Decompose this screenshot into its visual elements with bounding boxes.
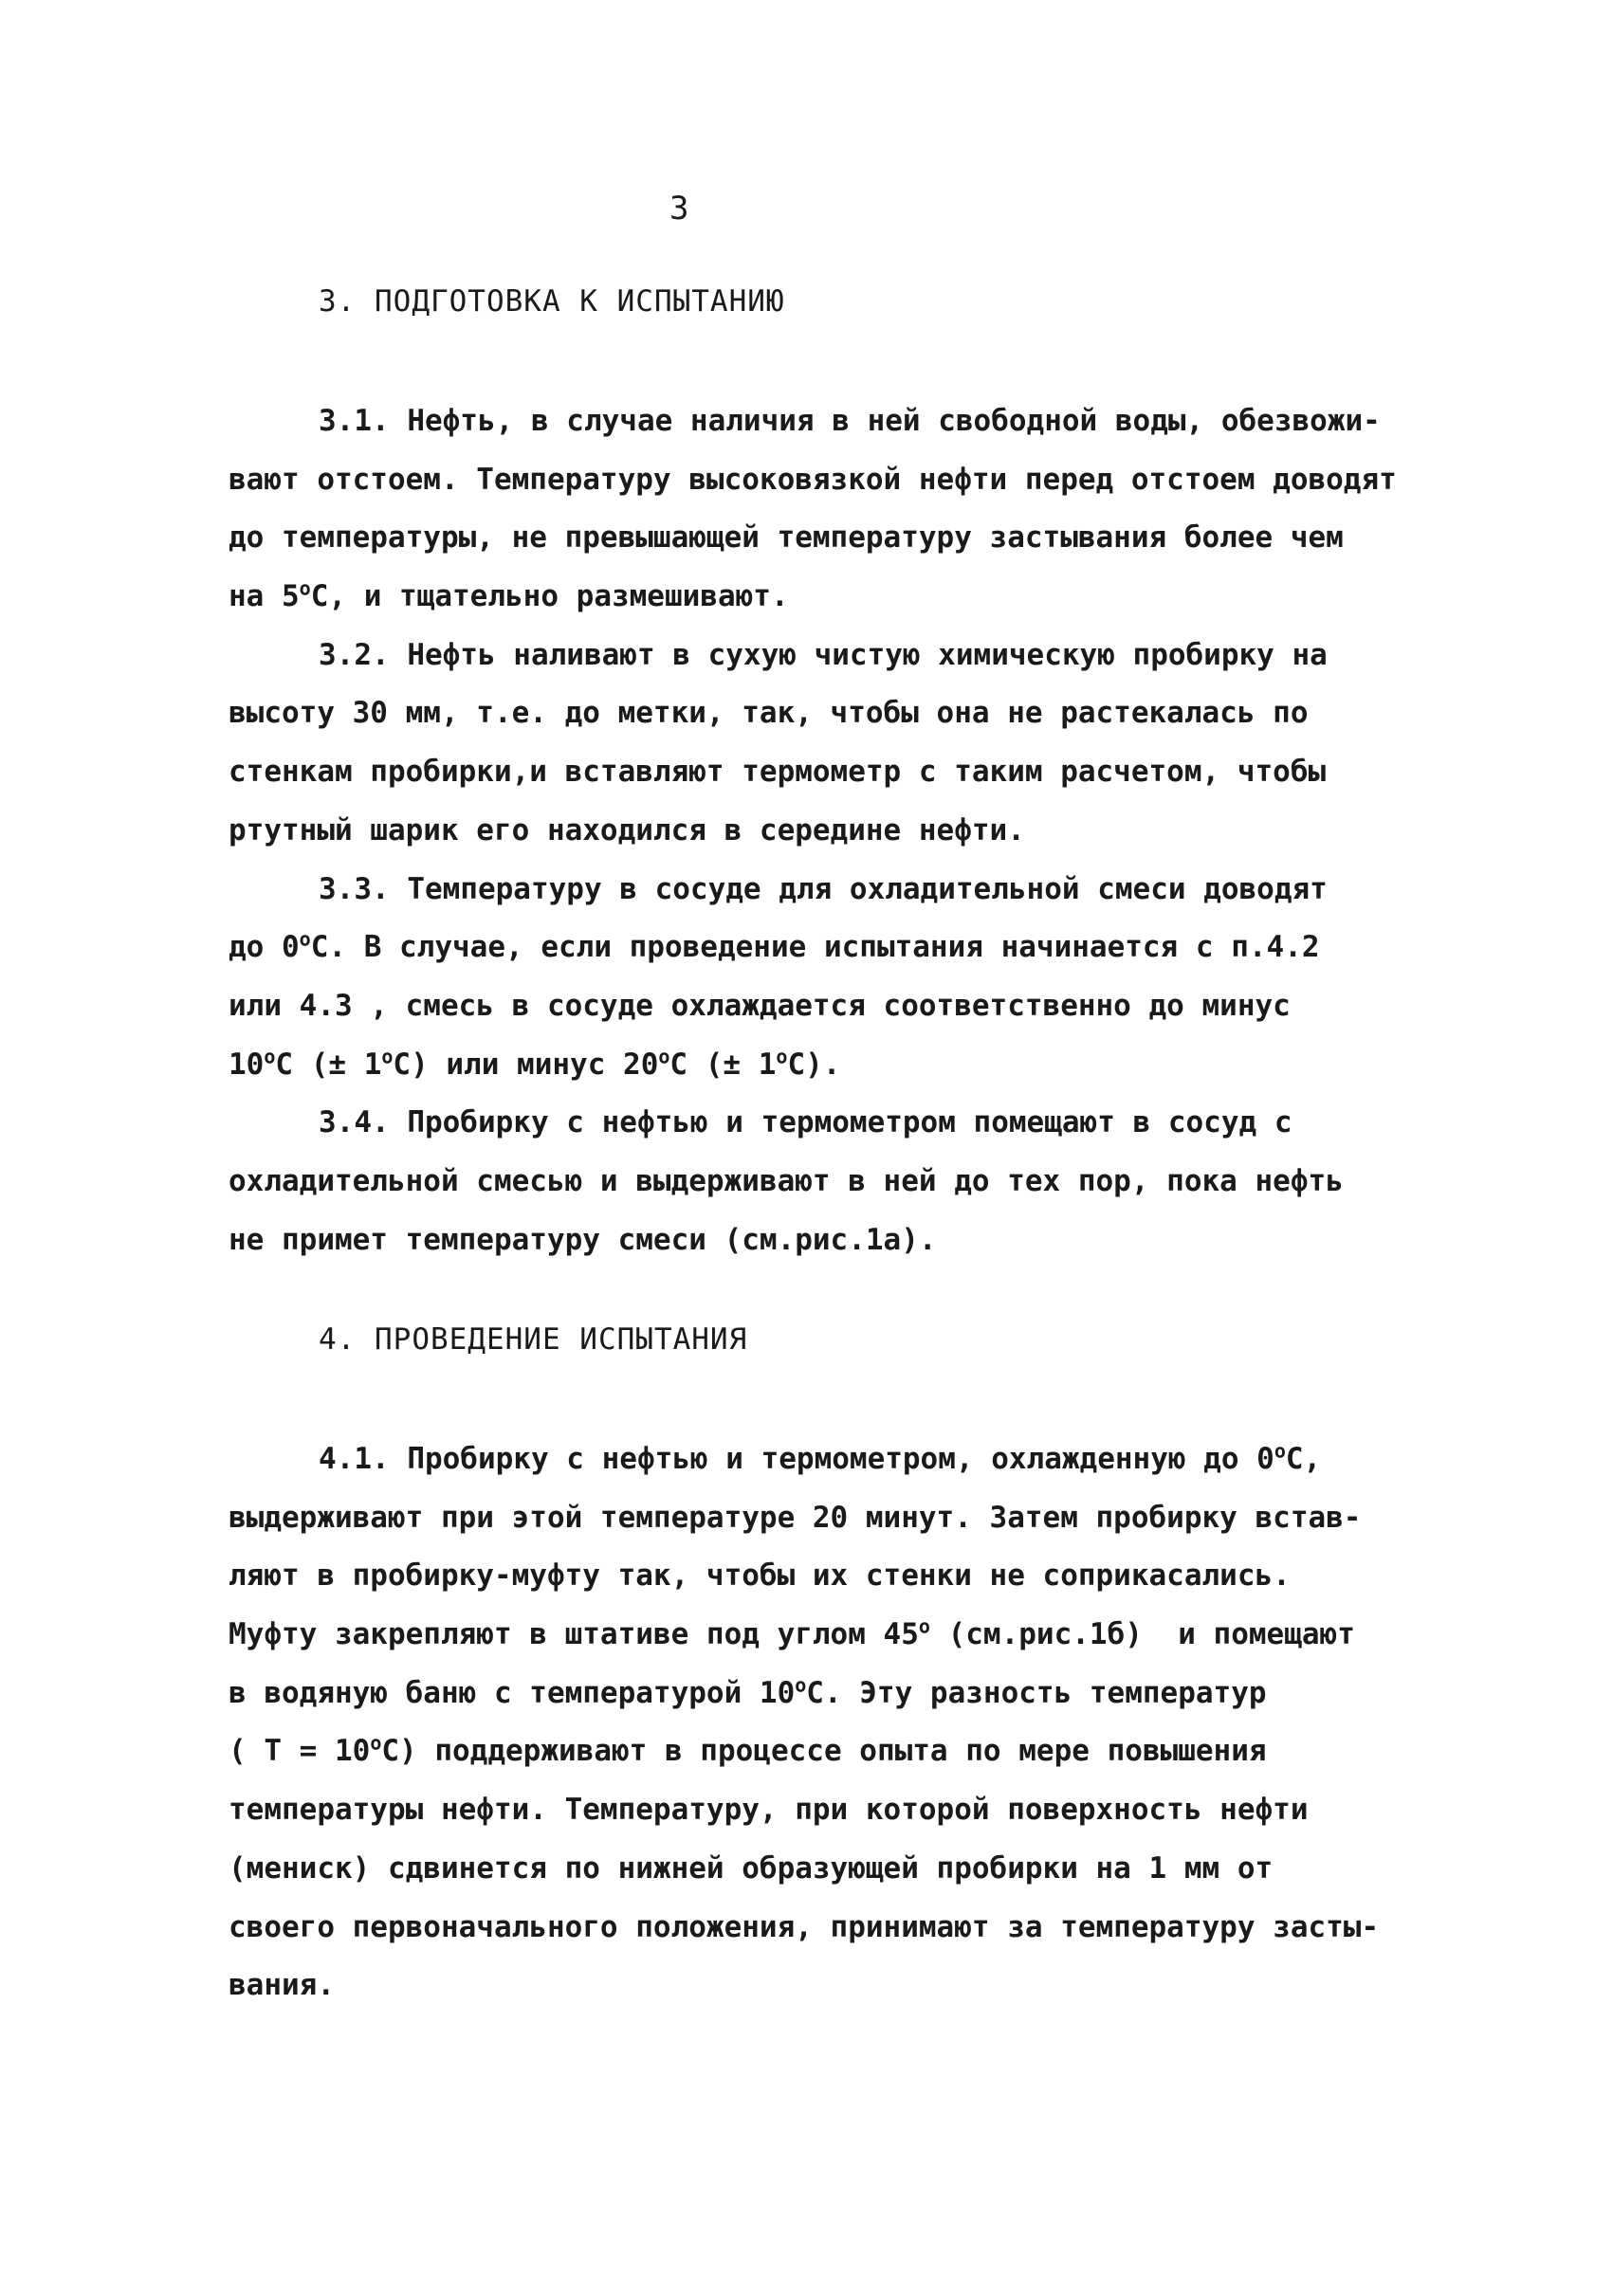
- text-segment: С).: [787, 1047, 841, 1082]
- text-segment: на 5: [229, 579, 300, 614]
- degree-superscript: о: [299, 927, 311, 951]
- text-segment: С. Эту разность температур: [806, 1675, 1267, 1710]
- text-segment: С,: [1285, 1442, 1322, 1476]
- text-line: не примет температуру смеси (см.рис.1а).: [229, 1222, 937, 1257]
- text-line: температуры нефти. Температуру, при которой поверхность нефти: [229, 1793, 1309, 1828]
- degree-superscript: о: [264, 1045, 276, 1068]
- degree-superscript: о: [795, 1673, 807, 1697]
- text-segment: С) поддерживают в процессе опыта по мере повышения: [381, 1734, 1267, 1769]
- text-line: [229, 1722, 1414, 1781]
- text-segment: в водяную баню с температурой 10: [229, 1675, 796, 1710]
- text-line: своего первоначального положения, принимают за температуру засты-: [229, 1909, 1380, 1944]
- text-segment: 10: [229, 1047, 265, 1082]
- text-line: вают отстоем. Температуру высоковязкой нефти перед отстоем доводят: [229, 462, 1397, 497]
- text-line: 3.1. Нефть, в случае наличия в ней свободной воды, обезвожи-: [319, 404, 1381, 438]
- text-line: охладительной смесью и выдерживают в ней до тех пор, пока нефть: [229, 1163, 1344, 1198]
- text-line: или 4.3 , смесь в сосуде охлаждается соответственно до минус: [229, 988, 1291, 1023]
- text-segment: ( Т = 10: [229, 1734, 371, 1769]
- text-line: 3.4. Пробирку с нефтью и термометром помещают в сосуд с: [319, 1105, 1292, 1140]
- text-line: [229, 919, 1414, 977]
- text-segment: С, и тщательно размешивают.: [310, 579, 789, 614]
- degree-superscript: о: [776, 1045, 788, 1068]
- degree-superscript: о: [918, 1614, 930, 1638]
- text-line: высоту 30 мм, т.е. до метки, так, чтобы она не растекалась по: [229, 696, 1309, 731]
- text-segment: С (± 1: [275, 1047, 382, 1082]
- degree-superscript: о: [370, 1732, 382, 1756]
- section-3-body: [229, 392, 1414, 1269]
- text-segment: 4.1. Пробирку с нефтью и термометром, охлажденную до 0: [319, 1442, 1274, 1476]
- text-segment: (см.рис.1б) и помещают: [929, 1617, 1355, 1652]
- text-line: ртутный шарик его находился в середине нефти.: [229, 812, 1025, 847]
- text-line: вания.: [229, 1968, 335, 2003]
- text-segment: С) или минус 20: [393, 1047, 659, 1082]
- text-line: [229, 1430, 1414, 1489]
- text-line: [229, 1665, 1414, 1723]
- section-3-heading: 3. ПОДГОТОВКА К ИСПЫТАНИЮ: [319, 284, 785, 319]
- text-line: [229, 1606, 1414, 1665]
- degree-superscript: о: [1274, 1439, 1286, 1463]
- text-segment: С (± 1: [669, 1047, 777, 1082]
- text-line: до температуры, не превышающей температуру застывания более чем: [229, 520, 1344, 556]
- text-line: 3.3. Температуру в сосуде для охладительной смеси доводят: [319, 871, 1328, 906]
- page-number: 3: [669, 190, 689, 228]
- text-segment: Муфту закрепляют в штативе под углом 45: [229, 1617, 919, 1652]
- text-line: ляют в пробирку-муфту так, чтобы их стенки не соприкасались.: [229, 1558, 1291, 1594]
- text-line: [229, 568, 1414, 627]
- section-4-heading: 4. ПРОВЕДЕНИЕ ИСПЫТАНИЯ: [319, 1322, 748, 1357]
- degree-superscript: о: [299, 576, 311, 600]
- degree-superscript: о: [658, 1045, 670, 1068]
- section-4-body: [229, 1430, 1414, 2015]
- text-line: (мениск) сдвинется по нижней образующей пробирки на 1 мм от: [229, 1850, 1274, 1886]
- text-segment: С. В случае, если проведение испытания начинается с п.4.2: [310, 930, 1320, 965]
- text-line: 3.2. Нефть наливают в сухую чистую химическую пробирку на: [319, 637, 1328, 672]
- degree-superscript: о: [381, 1045, 394, 1068]
- text-segment: до 0: [229, 930, 300, 965]
- text-line: стенкам пробирки,и вставляют термометр с таким расчетом, чтобы: [229, 755, 1327, 790]
- text-line: выдерживают при этой температуре 20 минут. Затем пробирку встав-: [229, 1500, 1362, 1535]
- text-line: [229, 1036, 1414, 1095]
